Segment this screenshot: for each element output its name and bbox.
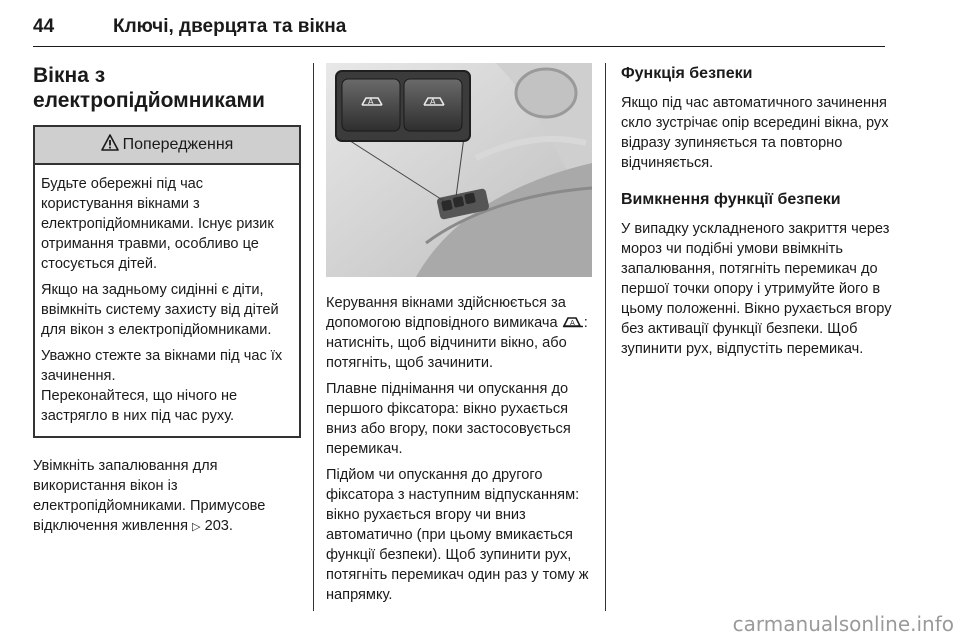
section-title-line1: Вікна з [33,64,106,87]
window-switch-icon [562,314,584,326]
column-right [621,63,901,359]
column-left [33,63,301,537]
svg-text:A: A [569,319,575,327]
warning-para-line: Переконайтеся, що нічого не застрягло в них під час руху. [41,388,238,424]
body-paragraph [33,456,301,537]
section-heading: Функція безпеки [621,65,753,82]
warning-para [41,346,293,426]
reference-arrow-icon: ▷ [192,521,201,533]
body-paragraph [326,293,592,373]
warning-triangle-icon [101,134,119,156]
warning-para: Якщо на задньому сидінні є діти, ввімкніть систему захисту від дітей для вікон з електропідйомниками. [41,282,279,338]
warning-title: Попередження [122,136,234,153]
header-rule [33,46,885,47]
body-paragraph: Підйом чи опускання до другого фіксатора з наступним відпусканням: вікно рухається вгору чи вниз автоматично (при цьому вмикається функції безпеки). Щоб зупинити рух, потягніть перемикач один раз у тому ж напрямку. [326,467,589,603]
body-paragraph: У випадку ускладненого закриття через мороз чи подібні умови ввімкніть запалювання, потягніть перемикач до першої точки опору і утримуйте його в цьому положенні. Вікно рухається вгору без активації функції безпеки. Щоб зупинити рух, відпустіть перемикач. [621,221,892,357]
svg-text:A: A [430,97,436,106]
page-number: 44 [33,16,55,37]
column-divider [605,63,606,611]
section-title [33,63,301,113]
watermark: carmanualsonline.info [732,612,954,636]
warning-header [35,127,299,165]
section-title-line2: електропідйомниками [33,89,265,112]
warning-para: Будьте обережні під час користування вікнами з електропідйомниками. Існує ризик отримання травми, особливо це стосується дітей. [41,176,274,272]
body-text: Увімкніть запалювання для використання вікон із електропідйомниками. Примусове відключення живлення [33,458,266,534]
body-text: : натисніть, щоб відчинити вікно, або потягніть, щоб зачинити. [326,315,588,371]
body-paragraph: Якщо під час автоматичного зачинення скло зустрічає опір всередині вікна, рух відразу зупиняється та повторно відчиняється. [621,95,889,171]
svg-text:A: A [368,97,374,106]
column-divider [313,63,314,611]
warning-box [33,125,301,438]
chapter-title: Ключі, дверцята та вікна [113,16,347,37]
column-middle [326,63,592,605]
warning-body [35,165,299,436]
warning-para-line: Уважно стежте за вікнами під час їх зачинення. [41,348,283,384]
window-switch-illustration [326,63,592,277]
section-heading: Вимкнення функції безпеки [621,191,841,208]
body-text: Керування вікнами здійснюється за допомогою відповідного вимикача [326,295,566,331]
page-header [33,12,885,52]
page-reference: 203. [204,518,233,534]
body-paragraph: Плавне піднімання чи опускання до першого фіксатора: вікно рухається вниз або вгору, поки застосовується перемикач. [326,381,571,457]
